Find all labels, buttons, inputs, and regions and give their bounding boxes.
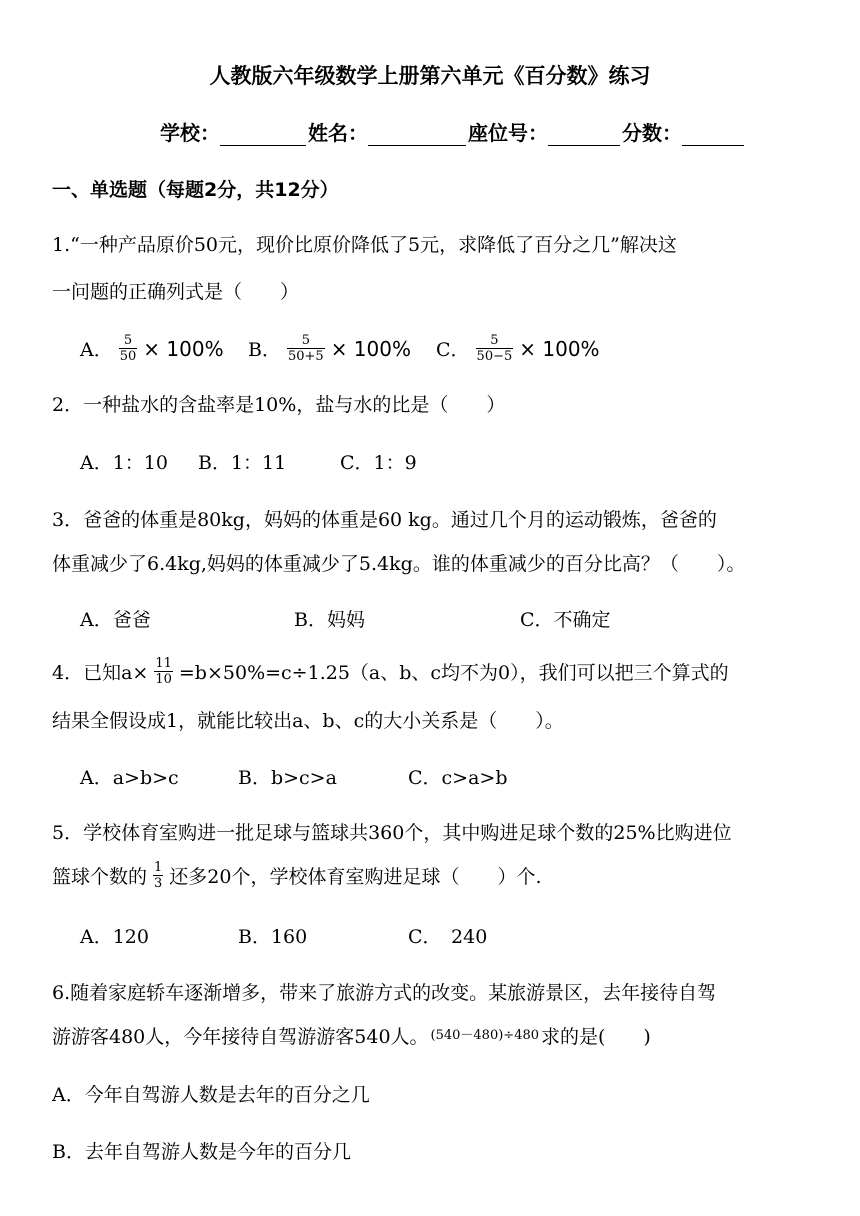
q3-option-a[interactable]: A．爸爸 (80, 609, 151, 631)
student-info-line (160, 117, 746, 146)
fraction-numerator: 11 (155, 656, 172, 671)
name-blank[interactable] (368, 123, 466, 146)
q4-option-c[interactable]: C．c>a>b (408, 767, 508, 789)
q1-option-a-fraction (119, 333, 138, 364)
name-label: 姓名： (308, 121, 368, 145)
q5-line1: 5．学校体育室购进一批足球与篮球共360个，其中购进足球个数的25%比购进位 (52, 822, 732, 844)
page-title: 人教版六年级数学上册第六单元《百分数》练习 (209, 64, 651, 88)
section-heading: 一、单选题（每题2分，共12分） (52, 179, 339, 201)
fraction-denominator: 3 (154, 876, 163, 891)
fraction-numerator: 5 (123, 333, 133, 348)
q1-option-a-label: A． (80, 339, 113, 361)
q3-line1: 3．爸爸的体重是80kg，妈妈的体重是60 kg。通过几个月的运动锻炼，爸爸的 (52, 509, 717, 531)
q1-option-c-label: C． (436, 339, 470, 361)
q2-option-a[interactable]: A．1：10 (80, 452, 168, 474)
score-label: 分数： (622, 121, 682, 145)
q4-line2: 结果全假设成1，就能比较出a、b、c的大小关系是（ ）。 (52, 710, 564, 732)
fraction-denominator: 10 (155, 672, 172, 687)
q6-option-a[interactable]: A．今年自驾游人数是去年的百分之几 (52, 1084, 370, 1106)
q3-line2: 体重减少了6.4kg,妈妈的体重减少了5.4kg。谁的体重减少的百分比高？（ ）。 (52, 553, 746, 575)
q6-line2-start: 游游客480人，今年接待自驾游游客540人。 (52, 1026, 429, 1048)
q4-line1-start: 4．已知a× (52, 662, 149, 684)
q5-fraction (153, 860, 163, 891)
q1-option-c-fraction (476, 333, 514, 364)
q6-expression: (540－480)÷480 (430, 1028, 540, 1043)
fraction-numerator: 5 (301, 333, 310, 348)
seat-blank[interactable] (548, 123, 620, 146)
times-100-percent: × 100% (519, 336, 600, 361)
q1-line1: 1.“一种产品原价50元，现价比原价降低了5元，求降低了百分之几”解决这 (52, 234, 677, 256)
times-100-percent: × 100% (143, 336, 224, 361)
q1-option-c[interactable] (436, 333, 600, 364)
school-label: 学校： (160, 121, 220, 145)
q5-line2-start: 篮球个数的 (52, 866, 148, 888)
fraction-denominator: 50 (119, 349, 137, 364)
q4-line1-end: =b×50%=c÷1.25（a、b、c均不为0），我们可以把三个算式的 (178, 662, 729, 684)
q1-line2: 一问题的正确列式是（ ） (52, 281, 300, 303)
q2-option-b[interactable]: B．1：11 (198, 452, 287, 474)
q1-option-b-fraction (287, 333, 325, 364)
fraction-denominator: 50+5 (287, 349, 324, 364)
q4-option-a[interactable]: A．a>b>c (80, 767, 179, 789)
q2-option-c[interactable]: C．1：9 (340, 452, 417, 474)
q5-line2-end: 还多20个，学校体育室购进足球（ ）个. (169, 866, 542, 888)
q4-line1 (52, 656, 729, 687)
q6-line2-end: 求的是( ) (541, 1026, 651, 1048)
q5-option-c[interactable]: C． 240 (408, 926, 488, 948)
q1-option-b-label: B． (248, 339, 281, 361)
fraction-denominator: 50−5 (476, 349, 513, 364)
q6-line1: 6.随着家庭轿车逐渐增多，带来了旅游方式的改变。某旅游景区，去年接待自驾 (52, 982, 717, 1004)
seat-label: 座位号： (468, 121, 548, 145)
q6-option-b[interactable]: B．去年自驾游人数是今年的百分几 (52, 1141, 351, 1163)
school-blank[interactable] (220, 123, 306, 146)
q3-option-b[interactable]: B．妈妈 (294, 609, 365, 631)
q4-fraction (154, 656, 173, 687)
q1-option-b[interactable] (248, 333, 411, 364)
q2-line1: 2．一种盐水的含盐率是10%，盐与水的比是（ ） (52, 394, 506, 416)
q5-option-b[interactable]: B．160 (238, 926, 308, 948)
q5-line2 (52, 860, 542, 891)
q3-option-c[interactable]: C．不确定 (520, 609, 611, 631)
q1-option-a[interactable] (80, 333, 224, 364)
q6-line2 (52, 1022, 651, 1049)
q4-option-b[interactable]: B．b>c>a (238, 767, 337, 789)
q5-option-a[interactable]: A．120 (80, 926, 149, 948)
score-blank[interactable] (682, 123, 744, 146)
fraction-numerator: 5 (490, 333, 499, 348)
times-100-percent: × 100% (330, 336, 411, 361)
fraction-numerator: 1 (154, 860, 163, 875)
